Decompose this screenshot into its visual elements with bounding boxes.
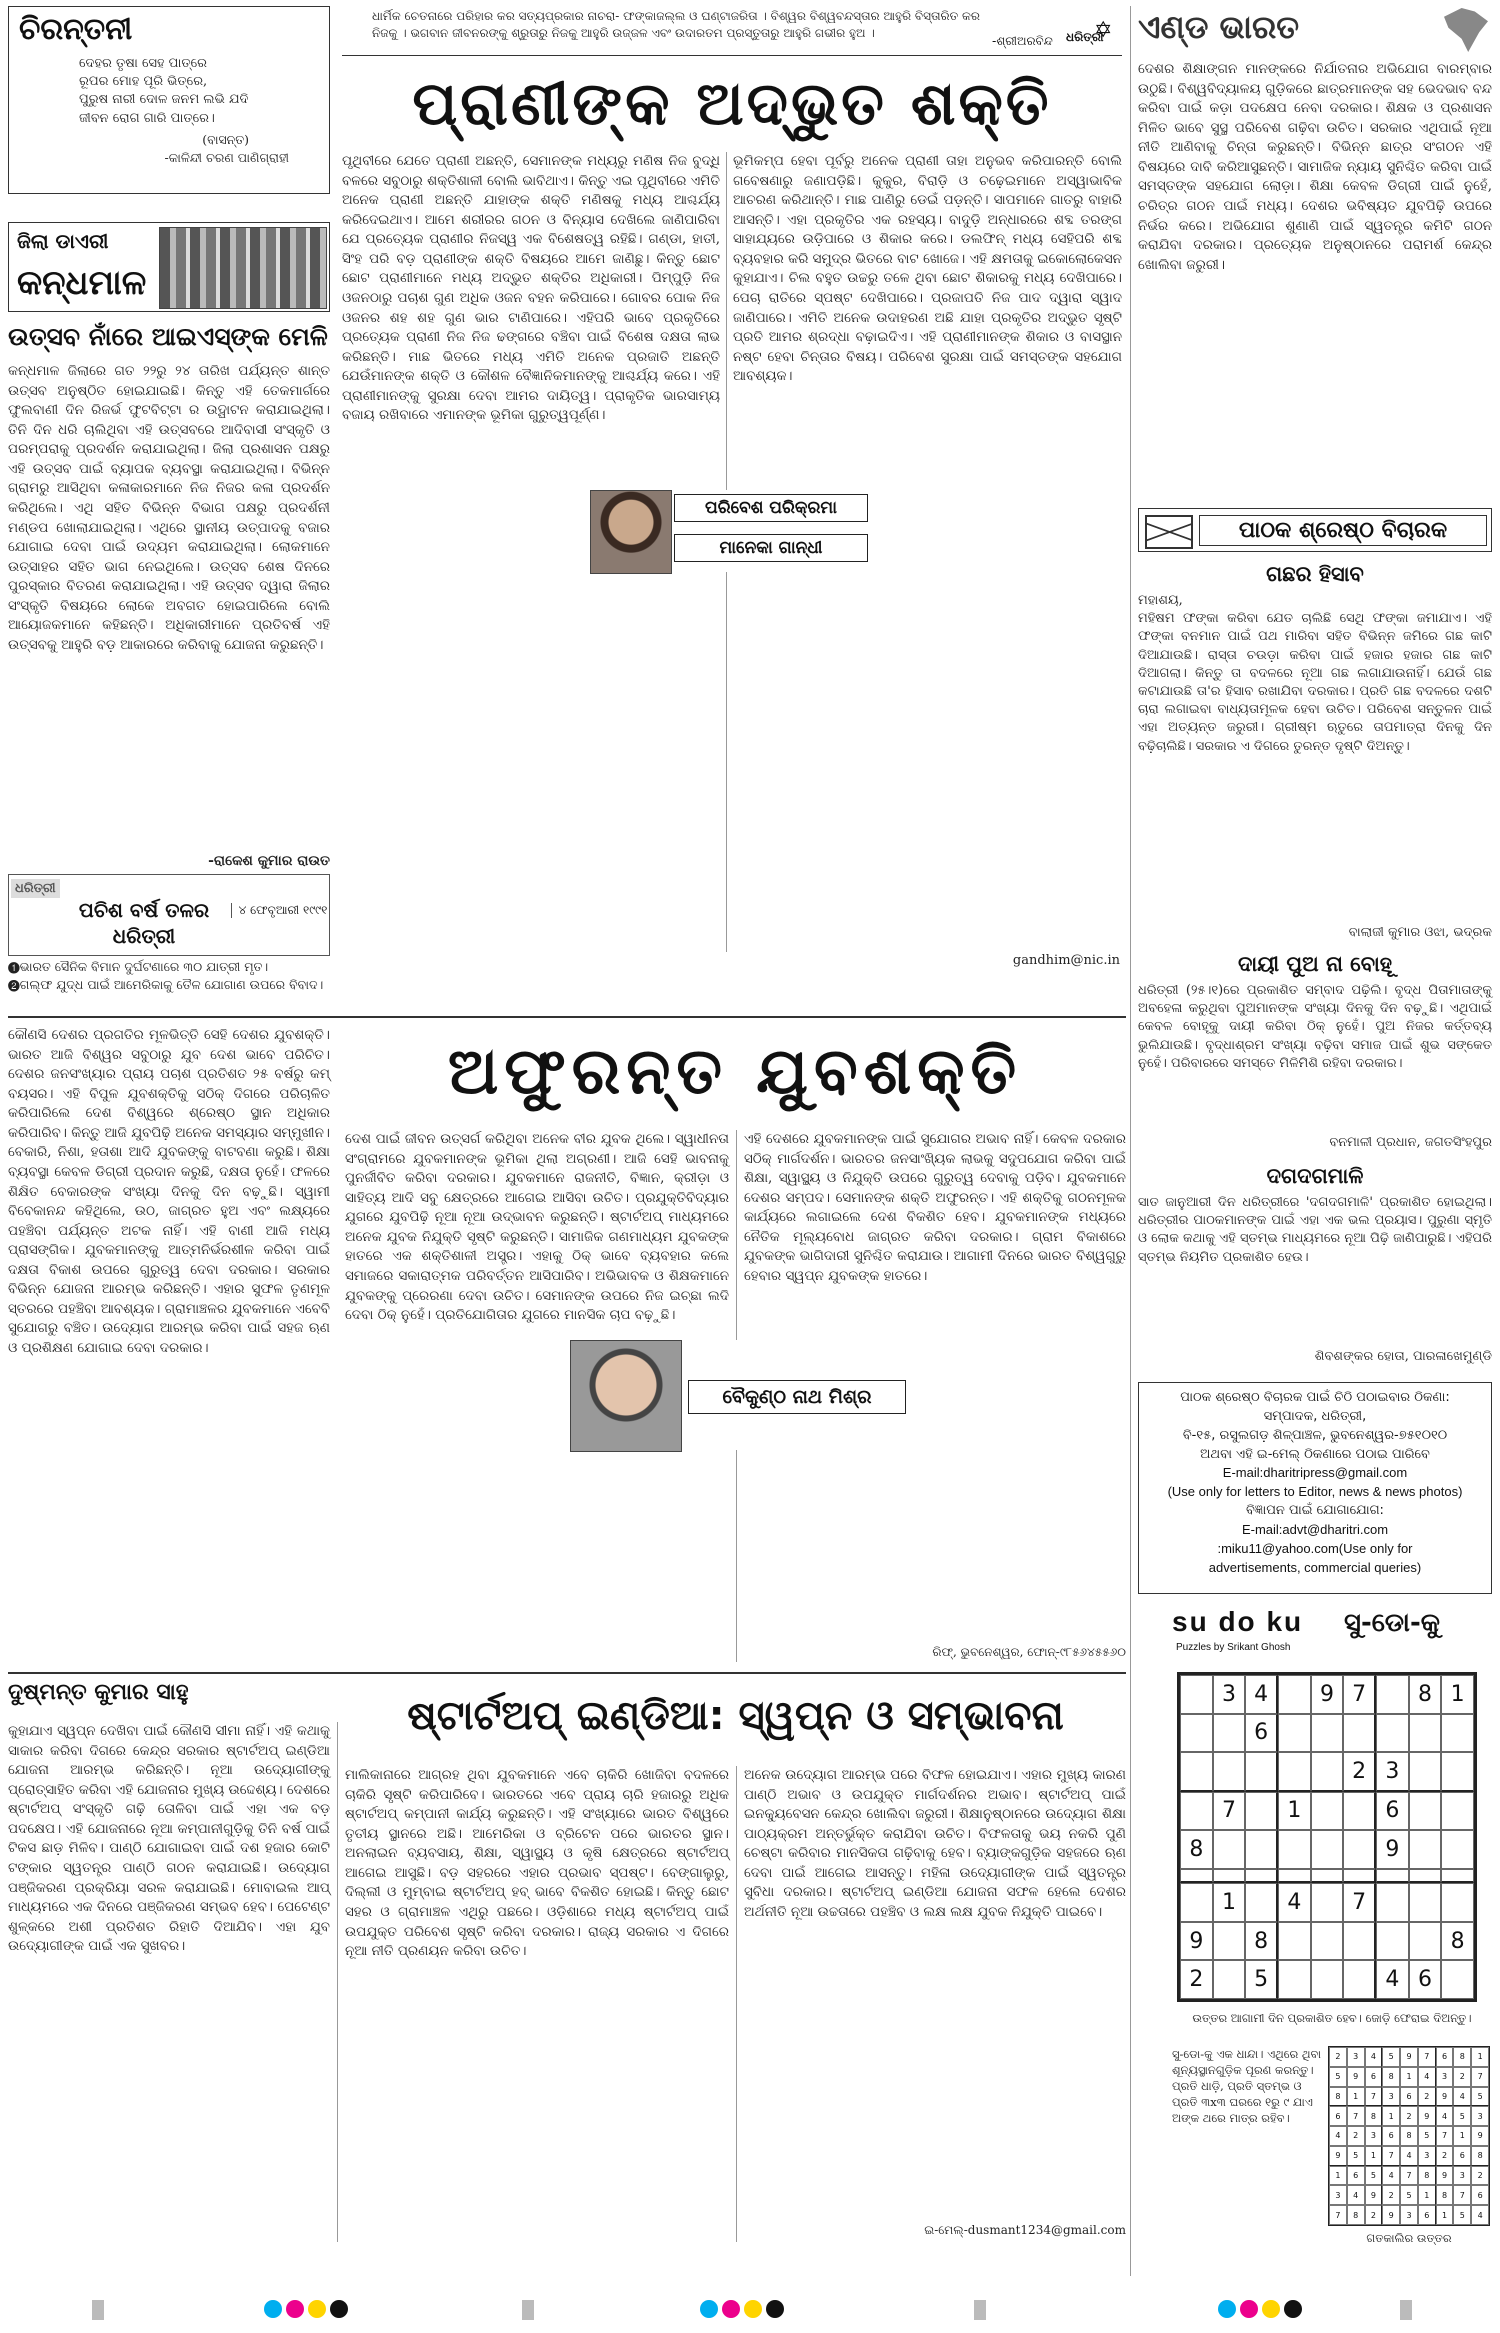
answer-cell: 3 [1471, 2106, 1489, 2126]
startup-col-rule-2 [736, 1766, 737, 2242]
reg-black [766, 2300, 784, 2318]
answer-cell: 7 [1347, 2106, 1365, 2126]
sudoku-cell[interactable]: 8 [1409, 1675, 1442, 1714]
sudoku-answer-grid [1328, 2046, 1490, 2226]
sudoku-cell[interactable] [1343, 1714, 1376, 1753]
youth-col1: କୌଣସି ଦେଶର ପ୍ରଗତିର ମୂଳଭିତ୍ତି ସେହି ଦେଶର ଯୁବଶକ୍ତି। ଭାରତ ଆଜି ବିଶ୍ୱର ସବୁଠାରୁ ଯୁବ ଦେଶ ଭାବେ ପରିଚିତ। ଦେଶର ଜନସଂଖ୍ୟାର ପ୍ରାୟ ପଚାଶ ପ୍ରତିଶତ ୨୫ ବର୍ଷରୁ କମ୍ ବୟସର। ଏହି ବିପୁଳ ଯୁବଶକ୍ତିକୁ ସଠିକ୍ ଦିଗରେ ପରିଚାଳିତ କରିପାରିଲେ ଦେଶ ବିଶ୍ୱରେ ଶ୍ରେଷ୍ଠ ସ୍ଥାନ ଅଧିକାର କରିପାରିବ। କିନ୍ତୁ ଆଜି ଯୁବପିଢ଼ି ଅନେକ ସମସ୍ୟାର ସମ୍ମୁଖୀନ। ବେକାରି, ନିଶା, ହତାଶା ଆଦି ଯୁବକଙ୍କୁ ବାଟବଣା କରୁଛି। ଶିକ୍ଷା ବ୍ୟବସ୍ଥା କେବଳ ଡିଗ୍ରୀ ପ୍ରଦାନ କରୁଛି, ଦକ୍ଷତା ନୁହେଁ। ଫଳରେ ଶିକ୍ଷିତ ବେକାରଙ୍କ ସଂଖ୍ୟା ଦିନକୁ ଦିନ ବଢ଼ୁଛି। ସ୍ୱାମୀ ବିବେକାନନ୍ଦ କହିଥିଲେ, ଉଠ, ଜାଗ୍ରତ ହୁଅ ଏବଂ ଲକ୍ଷ୍ୟରେ ପହଞ୍ଚିବା ପର୍ଯ୍ୟନ୍ତ ଅଟକ ନାହିଁ। ଏହି ବାଣୀ ଆଜି ମଧ୍ୟ ପ୍ରାସଙ୍ଗିକ। ଯୁବକମାନଙ୍କୁ ଆତ୍ମନିର୍ଭରଶୀଳ କରିବା ପାଇଁ ଦକ୍ଷତା ବିକାଶ ଉପରେ ଗୁରୁତ୍ୱ ଦେବା ଦରକାର। ସରକାର ବିଭିନ୍ନ ଯୋଜନା ଆରମ୍ଭ କରିଛନ୍ତି। ଏହାର ସୁଫଳ ତୃଣମୂଳ ସ୍ତରରେ ପହଞ୍ଚିବା ଆବଶ୍ୟକ। ଗ୍ରାମାଞ୍ଚଳର ଯୁବକମାନେ ଏବେବି ସୁଯୋଗରୁ ବଞ୍ଚିତ। ଉଦ୍ୟୋଗ ଆରମ୍ଭ କରିବା ପାଇଁ ସହଜ ଋଣ ଓ ପ୍ରଶିକ୍ଷଣ ଯୋଗାଇ ଦେବା ଦରକାର। [8, 1027, 335, 1356]
sudoku-cell[interactable] [1213, 1752, 1246, 1792]
festival-body: କନ୍ଧମାଳ ଜିଲାରେ ଗତ ୨୨ରୁ ୨୪ ତାରିଖ ପର୍ଯ୍ୟନ୍ତ ଶାନ୍ତ ଉତ୍ସବ ଅନୁଷ୍ଠିତ ହୋଇଯାଇଛି। କିନ୍ତୁ ଏହି ତେକମାର୍ଗରେ ଫୁଲବାଣୀ ଦିନ ରିଜର୍ଭ ଫୁଟବିଟ୍ଟା ର ଉଦ୍ଘାଟନ କରାଯାଇଥିଲା। ତିନି ଦିନ ଧରି ଚାଲିଥିବା ଏହି ଉତ୍ସବରେ ଆଦିବାସୀ ସଂସ୍କୃତି ଓ ପରମ୍ପରାକୁ ପ୍ରଦର୍ଶନ କରାଯାଇଥିଲା। ଜିଲା ପ୍ରଶାସନ ପକ୍ଷରୁ ଏହି ଉତ୍ସବ ପାଇଁ ବ୍ୟାପକ ବ୍ୟବସ୍ଥା କରାଯାଇଥିଲା। ବିଭିନ୍ନ ଗ୍ରାମରୁ ଆସିଥିବା କଳାକାରମାନେ ନିଜ ନିଜର କଳା ପ୍ରଦର୍ଶନ କରିଥିଲେ। ଏଥି ସହିତ ବିଭିନ୍ନ ବିଭାଗ ପକ୍ଷରୁ ପ୍ରଦର୍ଶନୀ ମଣ୍ଡପ ଖୋଲାଯାଇଥିଲା। ଏଥିରେ ସ୍ଥାନୀୟ ଉତ୍ପାଦକୁ ବଜାର ଯୋଗାଇ ଦେବା ପାଇଁ ଉଦ୍ୟମ କରାଯାଇଥିଲା। ଲୋକମାନେ ଉତ୍ସାହର ସହିତ ଭାଗ ନେଇଥିଲେ। ଉତ୍ସବ ଶେଷ ଦିନରେ ପୁରସ୍କାର ବିତରଣ କରାଯାଇଥିଲା। ଏହି ଉତ୍ସବ ଦ୍ୱାରା ଜିଲାର ସଂସ୍କୃତି ବିଷୟରେ ଲୋକେ ଅବଗତ ହୋଇପାରିଲେ ବୋଲି ଆୟୋଜକମାନେ କହିଛନ୍ତି। ଅଧିକାରୀମାନେ ପ୍ରତିବର୍ଷ ଏହି ଉତ୍ସବକୁ ଆହୁରି ବଡ଼ ଆକାରରେ କରିବାକୁ ଯୋଜନା କରୁଛନ୍ତି। [8, 363, 335, 653]
sudoku-cell[interactable]: 6 [1245, 1714, 1278, 1753]
sudoku-cell[interactable] [1441, 1960, 1474, 1999]
answer-cell: 4 [1382, 2166, 1400, 2186]
sudoku-cell[interactable] [1278, 1830, 1311, 1869]
reg-magenta [722, 2300, 740, 2318]
sudoku-cell[interactable]: 3 [1376, 1752, 1409, 1792]
sudoku-cell[interactable] [1180, 1869, 1213, 1884]
sudoku-cell[interactable] [1376, 1714, 1409, 1753]
answer-cell: 8 [1329, 2087, 1347, 2107]
column-label: ପରିବେଶ ପରିକ୍ରମା [674, 494, 868, 522]
sudoku-cell[interactable]: 8 [1245, 1922, 1278, 1961]
answer-cell: 1 [1453, 2126, 1471, 2146]
answer-cell: 9 [1329, 2146, 1347, 2166]
sudoku-cell[interactable] [1180, 1675, 1213, 1714]
baikuntha-photo [570, 1340, 682, 1452]
letter3-body: ସାତ ଜାନୁଆରୀ ଦିନ ଧରିତ୍ରୀରେ 'ଦଗଦଗମାଳି' ପ୍ରକାଶିତ ହୋଇଥିଲା। ଧରିତ୍ରୀର ପାଠକମାନଙ୍କ ପାଇଁ ଏହା ଏକ ଭଲ ପ୍ରୟାସ। ପୁରୁଣା ସ୍ମୃତି ଓ ଲୋକ କଥାକୁ ଏହି ସ୍ତମ୍ଭ ମାଧ୍ୟମରେ ନୂଆ ପିଢ଼ି ଜାଣିପାରୁଛି। ଏହିପରି ସ୍ତମ୍ଭ ନିୟମିତ ପ୍ରକାଶିତ ହେଉ। [1138, 1195, 1497, 1265]
answer-cell: 9 [1436, 2087, 1454, 2107]
sudoku-cell[interactable]: 8 [1441, 1922, 1474, 1961]
youth-col3: ଏହି ଦେଶରେ ଯୁବକମାନଙ୍କ ପାଇଁ ସୁଯୋଗର ଅଭାବ ନାହିଁ। କେବଳ ଦରକାର ସଠିକ୍ ମାର୍ଗଦର୍ଶନ। ଭାରତର ଜନସାଂଖ୍ୟିକ ଲାଭକୁ ସଦୁପଯୋଗ କରିବା ପାଇଁ ଶିକ୍ଷା, ସ୍ୱାସ୍ଥ୍ୟ ଓ ନିଯୁକ୍ତି ଉପରେ ଗୁରୁତ୍ୱ ଦେବାକୁ ପଡ଼ିବ। ଯୁବକମାନେ ଦେଶର ସମ୍ପଦ। ସେମାନଙ୍କ ଶକ୍ତି ଅଫୁରନ୍ତ। ଏହି ଶକ୍ତିକୁ ଗଠନମୂଳକ କାର୍ଯ୍ୟରେ ଲଗାଇଲେ ଦେଶ ବିକଶିତ ହେବ। ଯୁବକମାନଙ୍କ ମଧ୍ୟରେ ନୈତିକ ମୂଲ୍ୟବୋଧ ଜାଗ୍ରତ କରିବା ଦରକାର। ଗ୍ରାମ ବିକାଶରେ ଯୁବକଙ୍କ ଭାଗିଦାରୀ ସୁନିଶ୍ଚିତ କରାଯାଉ। ଆଗାମୀ ଦିନରେ ଭାରତ ବିଶ୍ୱଗୁରୁ ହେବାର ସ୍ୱପ୍ନ ଯୁବକଙ୍କ ହାତରେ। [744, 1131, 1131, 1284]
letter1-body: ମହାଶୟ, ମହିଷମ ଫଙ୍କା କରିବା ଯେତ ଚାଲିଛି ସେଥି ଫଙ୍କା ଜମାଯାଏ। ଏହି ଫଙ୍କା ବନମାନ ପାଇଁ ପଥ ମାରିବା ସହିତ ବିଭିନ୍ନ ଜମିରେ ଗଛ କାଟି ଦିଆଯାଉଛି। ରାସ୍ତା ଚଉଡ଼ା କରିବା ପାଇଁ ହଜାର ହଜାର ଗଛ କାଟି ଦିଆଗଲା। କିନ୍ତୁ ତା ବଦଳରେ ନୂଆ ଗଛ ଲଗାଯାଉନାହିଁ। ଯେଉଁ ଗଛ କଟାଯାଉଛି ତା'ର ହିସାବ ରଖାଯିବା ଦରକାର। ପ୍ରତି ଗଛ ବଦଳରେ ଦଶଟି ଚାରା ଲଗାଇବା ବାଧ୍ୟତାମୂଳକ ହେବା ଉଚିତ। ପରିବେଶ ସନ୍ତୁଳନ ପାଇଁ ଏହା ଅତ୍ୟନ୍ତ ଜରୁରୀ। ଗ୍ରୀଷ୍ମ ଋତୁରେ ତାପମାତ୍ରା ଦିନକୁ ଦିନ ବଢ଼ିଚାଲିଛି। ସରକାର ଏ ଦିଗରେ ତୁରନ୍ତ ଦୃଷ୍ଟି ଦିଅନ୍ତୁ। [1138, 593, 1492, 754]
star-icon: ✡ [1094, 18, 1113, 43]
reg-black [330, 2300, 348, 2318]
answer-cell: 6 [1418, 2205, 1436, 2225]
answer-cell: 5 [1453, 2106, 1471, 2126]
sudoku-header [1172, 1606, 1492, 1662]
sudoku-cell[interactable] [1409, 1883, 1442, 1922]
contact-editor: ସମ୍ପାଦକ, ଧରିତ୍ରୀ, [1263, 1408, 1367, 1424]
answer-cell: 3 [1400, 2205, 1418, 2225]
letter2-body: ଧରିତ୍ରୀ (୨୫।୧)ରେ ପ୍ରକାଶିତ ସମ୍ବାଦ ପଢ଼ିଲି। ବୃଦ୍ଧ ପିତାମାତାଙ୍କୁ ଅବହେଳା କରୁଥିବା ପୁଅମାନଙ୍କ ସଂଖ୍ୟା ଦିନକୁ ଦିନ ବଢ଼ୁଛି। ଏଥିପାଇଁ କେବଳ ବୋହୂକୁ ଦାୟୀ କରିବା ଠିକ୍ ନୁହେଁ। ପୁଅ ନିଜର କର୍ତ୍ତବ୍ୟ ଭୁଲିଯାଉଛି। ବୃଦ୍ଧାଶ୍ରମ ସଂଖ୍ୟା ବଢ଼ିବା ସମାଜ ପାଇଁ ଶୁଭ ସଙ୍କେତ ନୁହେଁ। ପରିବାରରେ ସମସ୍ତେ ମିଳିମିଶି ରହିବା ଦରକାର। [1138, 983, 1497, 1071]
answer-cell: 5 [1329, 2067, 1347, 2087]
chirantani-box [8, 6, 330, 194]
sudoku-cell[interactable] [1245, 1792, 1278, 1831]
sudoku-instructions: ସୁ-ଡୋ-କୁ ଏକ ଧାନ୍ଦା। ଏଥିରେ ଥିବା ଶୂନ୍ୟସ୍ଥାନଗୁଡ଼ିକ ପୂରଣ କରନ୍ତୁ। ପ୍ରତି ଧାଡ଼ି, ପ୍ରତି ସ୍ତମ୍ଭ ଓ ପ୍ରତି ୩x୩ ଘରରେ ୧ରୁ ୯ ଯାଏ ଅଙ୍କ ଥରେ ମାତ୍ର ରହିବ। [1172, 2047, 1325, 2126]
chirantani-title: ଚିରନ୍ତନୀ [19, 12, 133, 47]
answer-cell: 5 [1382, 2047, 1400, 2067]
answer-cell: 4 [1347, 2185, 1365, 2205]
diary-label: ଜିଲା ଡାଏରୀ [17, 229, 109, 253]
answer-cell: 3 [1382, 2087, 1400, 2107]
sudoku-cell[interactable] [1213, 1922, 1246, 1961]
answer-cell: 8 [1400, 2126, 1418, 2146]
reg-magenta [286, 2300, 304, 2318]
chirantani-poet: -କାଳିନ୍ଦୀ ଚରଣ ପାଣିଗ୍ରାହୀ [164, 149, 289, 165]
print-registration-strip [0, 2290, 1500, 2330]
answer-cell: 8 [1436, 2185, 1454, 2205]
right-column-rule [1130, 6, 1131, 2276]
grey-bar [1400, 2300, 1412, 2320]
reg-yellow [308, 2300, 326, 2318]
contact-intro: ପାଠକ ଶ୍ରେଷ୍ଠ ବିଚାରକ ପାଇଁ ଚିଠି ପଠାଇବାର ଠିକଣା: [1180, 1390, 1450, 1405]
quote-box [342, 6, 1122, 56]
answer-cell: 5 [1418, 2126, 1436, 2146]
contact-adv-label: ବିଜ୍ଞାପନ ପାଇଁ ଯୋଗାଯୋଗ: [1246, 1503, 1384, 1519]
answer-cell: 9 [1418, 2106, 1436, 2126]
contact-email-label: ଅଥବା ଏହି ଇ-ମେଲ୍ ଠିକଣାରେ ପଠାଇ ପାରିବେ [1200, 1446, 1430, 1462]
sudoku-cell[interactable]: 1 [1213, 1883, 1246, 1922]
sudoku-cell[interactable] [1180, 1752, 1213, 1792]
sudoku-cell[interactable] [1213, 1869, 1246, 1884]
sudoku-cell[interactable]: 5 [1245, 1960, 1278, 1999]
sudoku-cell[interactable] [1441, 1869, 1474, 1884]
sudoku-cell[interactable] [1278, 1869, 1311, 1884]
contact-email3-note: advertisements, commercial queries) [1208, 1559, 1422, 1575]
answer-cell: 1 [1329, 2166, 1347, 2186]
sudoku-cell[interactable] [1409, 1752, 1442, 1792]
answer-cell: 5 [1471, 2087, 1489, 2107]
sudoku-cell[interactable]: 9 [1180, 1922, 1213, 1961]
reg-magenta [1240, 2300, 1258, 2318]
answer-cell: 9 [1471, 2126, 1489, 2146]
sudoku-cell[interactable] [1180, 1792, 1213, 1831]
answer-cell: 6 [1400, 2087, 1418, 2107]
sudoku-cell[interactable] [1245, 1752, 1278, 1792]
answer-cell: 8 [1453, 2047, 1471, 2067]
startup-author: ଦୁଷ୍ମନ୍ତ କୁମାର ସାହୁ [8, 1680, 189, 1705]
reg-yellow [744, 2300, 762, 2318]
flashback-line-2: ➋ଗଲ୍‌ଫ ଯୁଦ୍ଧ ପାଇଁ ଆମେରିକାକୁ ତୈଳ ଯୋଗାଣ ଉପରେ ବିବାଦ। [8, 977, 324, 992]
pachisha-date: ୪ ଫେବୃଆରୀ ୧୯୯୧ [231, 903, 328, 918]
sudoku-cell[interactable] [1376, 1922, 1409, 1961]
answer-cell: 7 [1382, 2146, 1400, 2166]
sudoku-cell[interactable] [1180, 1883, 1213, 1922]
startup-col3: ଅନେକ ଉଦ୍ୟୋଗ ଆରମ୍ଭ ପରେ ବିଫଳ ହୋଇଯାଏ। ଏହାର ମୁଖ୍ୟ କାରଣ ପାଣ୍ଠି ଅଭାବ ଓ ଉପଯୁକ୍ତ ମାର୍ଗଦର୍ଶନର ଅଭାବ। ଷ୍ଟାର୍ଟଅପ୍ ପାଇଁ ଇନକ୍ୟୁବେସନ କେନ୍ଦ୍ର ଖୋଲିବା ଜରୁରୀ। ଶିକ୍ଷାନୁଷ୍ଠାନରେ ଉଦ୍ୟୋଗ ଶିକ୍ଷା ପାଠ୍ୟକ୍ରମ ଅନ୍ତର୍ଭୁକ୍ତ କରାଯିବା ଉଚିତ। ବିଫଳତାକୁ ଭୟ ନକରି ପୁଣି ଚେଷ୍ଟା କରିବାର ମାନସିକତା ଗଢ଼ିବାକୁ ହେବ। ବ୍ୟାଙ୍କଗୁଡ଼ିକ ସହଜରେ ଋଣ ଦେବା ପାଇଁ ଆଗେଇ ଆସନ୍ତୁ। ମହିଳା ଉଦ୍ୟୋଗୀଙ୍କ ପାଇଁ ସ୍ୱତନ୍ତ୍ର ସୁବିଧା ଦରକାର। ଷ୍ଟାର୍ଟଅପ୍ ଇଣ୍ଡିଆ ଯୋଜନା ସଫଳ ହେଲେ ଦେଶର ଅର୍ଥନୀତି ନୂଆ ଉଚ୍ଚତାରେ ପହଞ୍ଚିବ ଓ ଲକ୍ଷ ଲକ୍ଷ ଯୁବକ ନିଯୁକ୍ତି ପାଇବେ। [744, 1767, 1131, 1920]
grey-bar [92, 2300, 104, 2320]
contact-email1[interactable]: E-mail:dharitripress@gmail.com [1222, 1465, 1408, 1481]
fulbharat-masthead [1138, 6, 1492, 54]
sudoku-cell[interactable] [1278, 1675, 1311, 1714]
answer-cell: 4 [1365, 2047, 1383, 2067]
answer-cell: 3 [1453, 2166, 1471, 2186]
sudoku-cell[interactable]: 4 [1278, 1883, 1311, 1922]
pachisha-title: ପଚିଶ ବର୍ଷ ତଳର ଧରିତ୍ରୀ [78, 898, 210, 948]
answer-cell: 1 [1400, 2067, 1418, 2087]
startup-col-rule-1 [337, 1722, 338, 2242]
sudoku-cell[interactable] [1343, 1869, 1376, 1884]
sudoku-cell[interactable] [1311, 1960, 1344, 1999]
sudoku-cell[interactable] [1343, 1922, 1376, 1961]
sudoku-cell[interactable]: 1 [1278, 1792, 1311, 1831]
answer-cell: 3 [1365, 2126, 1383, 2146]
pachisha-logo: ଧରିତ୍ରୀ [11, 879, 60, 898]
answer-cell: 2 [1471, 2166, 1489, 2186]
letter3-sign: ଶିବଶଙ୍କର ହୋତା, ପାରଳାଖେମୁଣ୍ଡି [1314, 1349, 1492, 1364]
answer-cell: 4 [1453, 2087, 1471, 2107]
answer-cell: 5 [1453, 2205, 1471, 2225]
sudoku-grid[interactable] [1177, 1672, 1477, 2002]
sudoku-cell[interactable] [1311, 1714, 1344, 1753]
answer-cell: 4 [1329, 2126, 1347, 2146]
sudoku-bottom-text: ଉତ୍ତର ଆଗାମୀ ଦିନ ପ୍ରକାଶିତ ହେବ। ଜୋଡ଼ି ଫେରାଇ ଦିଅନ୍ତୁ। [1192, 2011, 1472, 2025]
answer-cell: 7 [1365, 2087, 1383, 2107]
sudoku-cell[interactable] [1311, 1752, 1344, 1792]
reg-black [1284, 2300, 1302, 2318]
festival-author: -ରାକେଶ କୁମାର ରାଉତ [208, 853, 330, 869]
answer-cell: 3 [1329, 2185, 1347, 2205]
answer-cell: 3 [1436, 2067, 1454, 2087]
youth-col2: ଦେଶ ପାଇଁ ଜୀବନ ଉତ୍ସର୍ଗ କରିଥିବା ଅନେକ ବୀର ଯୁବକ ଥିଲେ। ସ୍ୱାଧୀନତା ସଂଗ୍ରାମରେ ଯୁବକମାନଙ୍କ ଭୂମିକା ଥିଲା ଅଗ୍ରଣୀ। ଆଜି ସେହି ଭାବନାକୁ ପୁନର୍ଜୀବିତ କରିବା ଦରକାର। ଯୁବକମାନେ ରାଜନୀତି, ବିଜ୍ଞାନ, କ୍ରୀଡ଼ା ଓ ସାହିତ୍ୟ ଆଦି ସବୁ କ୍ଷେତ୍ରରେ ଆଗେଇ ଆସିବା ଉଚିତ। ପ୍ରଯୁକ୍ତିବିଦ୍ୟାର ଯୁଗରେ ଯୁବପିଢ଼ି ନୂଆ ନୂଆ ଉଦ୍ଭାବନ କରୁଛନ୍ତି। ଷ୍ଟାର୍ଟଅପ୍ ମାଧ୍ୟମରେ ଅନେକ ଯୁବକ ନିଯୁକ୍ତି ସୃଷ୍ଟି କରୁଛନ୍ତି। ସାମାଜିକ ଗଣମାଧ୍ୟମ ଯୁବକଙ୍କ ହାତରେ ଏକ ଶକ୍ତିଶାଳୀ ଅସ୍ତ୍ର। ଏହାକୁ ଠିକ୍ ଭାବେ ବ୍ୟବହାର କଲେ ସମାଜରେ ସକାରାତ୍ମକ ପରିବର୍ତ୍ତନ ଆସିପାରିବ। ଅଭିଭାବକ ଓ ଶିକ୍ଷକମାନେ ଯୁବକଙ୍କୁ ପ୍ରେରଣା ଦେବା ଉଚିତ। ସେମାନଙ୍କ ଉପରେ ନିଜ ଇଚ୍ଛା ଲଦି ଦେବା ଠିକ୍ ନୁହେଁ। ପ୍ରତିଯୋଗିତାର ଯୁଗରେ ମାନସିକ ଚାପ ବଢ଼ୁଛି। [345, 1131, 734, 1324]
startup-email[interactable]: ଇ-ମେଲ୍-dusmant1234@gmail.com [924, 2223, 1126, 2237]
grey-bar [974, 2300, 986, 2320]
answer-cell: 1 [1382, 2106, 1400, 2126]
sudoku-cell[interactable]: 7 [1343, 1675, 1376, 1714]
answer-cell: 8 [1347, 2205, 1365, 2225]
sudoku-cell[interactable] [1245, 1883, 1278, 1922]
answer-cell: 6 [1436, 2047, 1454, 2067]
chirantani-source: (ବାସନ୍ତ) [202, 132, 249, 147]
answer-cell: 1 [1347, 2087, 1365, 2107]
sudoku-cell[interactable] [1311, 1883, 1344, 1922]
menaka-byline: ମାନେକା ଗାନ୍ଧୀ [674, 534, 868, 562]
letter2-sign: ବନମାଳୀ ପ୍ରଧାନ, ଜଗତସିଂହପୁର [1329, 1135, 1492, 1150]
menaka-photo [590, 490, 672, 574]
sudoku-cell[interactable]: 8 [1180, 1830, 1213, 1869]
letter2-title: ଦାୟୀ ପୁଅ ନା ବୋହୂ [1237, 952, 1393, 976]
fulbharat-title: ଏଣ୍ଡ ଭାରତ [1138, 8, 1300, 46]
contact-address: ବି-୧୫, ରସୁଲଗଡ଼ ଶିଳ୍ପାଞ୍ଚଳ, ଭୁବନେଶ୍ୱର-୭୫୧୦୧୦ [1182, 1427, 1448, 1443]
answer-cell: 2 [1436, 2146, 1454, 2166]
letter3-title: ଦଗଦଗମାଳି [1266, 1164, 1364, 1188]
answer-cell: 6 [1329, 2106, 1347, 2126]
answer-cell: 1 [1436, 2205, 1454, 2225]
answer-cell: 7 [1329, 2205, 1347, 2225]
sudoku-cell[interactable] [1311, 1922, 1344, 1961]
sudoku-cell[interactable] [1343, 1960, 1376, 1999]
sudoku-cell[interactable] [1409, 1714, 1442, 1753]
answer-cell: 7 [1400, 2166, 1418, 2186]
dancers-photo [159, 227, 327, 309]
answer-cell: 6 [1382, 2126, 1400, 2146]
answer-cell: 1 [1471, 2047, 1489, 2067]
answer-cell: 5 [1365, 2166, 1383, 2186]
sudoku-cell[interactable] [1213, 1960, 1246, 1999]
answer-cell: 8 [1418, 2166, 1436, 2186]
fulbharat-body: ଦେଶର ଶିକ୍ଷାଙ୍ଗନ ମାନଙ୍କରେ ନିର୍ଯାତନାର ଅଭିଯୋଗ ବାରମ୍ବାର ଉଠୁଛି। ବିଶ୍ୱବିଦ୍ୟାଳୟ ଗୁଡ଼ିକରେ ଛାତ୍ରମାନଙ୍କ ସହ ଭେଦଭାବ ବନ୍ଦ କରିବା ପାଇଁ କଡ଼ା ପଦକ୍ଷେପ ନେବା ଦରକାର। ଶିକ୍ଷକ ଓ ପ୍ରଶାସନ ମିଳିତ ଭାବେ ସୁସ୍ଥ ପରିବେଶ ଗଢ଼ିବା ଉଚିତ। ସରକାର ଏଥିପାଇଁ ନୂଆ ନୀତି ଆଣିବାକୁ ଚିନ୍ତା କରୁଛନ୍ତି। ବିଭିନ୍ନ ଛାତ୍ର ସଂଗଠନ ଏହି ବିଷୟରେ ଦାବି କରିଆସୁଛନ୍ତି। ସାମାଜିକ ନ୍ୟାୟ ସୁନିଶ୍ଚିତ କରିବା ପାଇଁ ସମସ୍ତଙ୍କ ସହଯୋଗ ଲୋଡ଼ା। ଶିକ୍ଷା କେବଳ ଡିଗ୍ରୀ ପାଇଁ ନୁହେଁ, ଚରିତ୍ର ଗଠନ ପାଇଁ ମଧ୍ୟ। ଦେଶର ଭବିଷ୍ୟତ ଯୁବପିଢ଼ି ଉପରେ ନିର୍ଭର କରେ। ଅଭିଯୋଗ ଶୁଣାଣି ପାଇଁ ସ୍ୱତନ୍ତ୍ର କମିଟି ଗଠନ କରାଯିବା ଦରକାର। ପ୍ରତ୍ୟେକ ଅନୁଷ୍ଠାନରେ ପରାମର୍ଶ କେନ୍ଦ୍ର ଖୋଲିବା ଜରୁରୀ। [1138, 61, 1497, 273]
sudoku-cell[interactable]: 9 [1376, 1830, 1409, 1869]
answer-cell: 5 [1347, 2146, 1365, 2166]
grey-bar [522, 2300, 534, 2320]
answer-cell: 5 [1400, 2185, 1418, 2205]
sudoku-byline: Puzzles by Srikant Ghosh [1176, 1642, 1291, 1653]
quote-text: ଧାର୍ମିକ ଚେତନାରେ ପରିହାର କର ସତ୍ୟପ୍ରକାର ନାଚରା- ଫଙ୍କାଜଲ୍ଲ ଓ ଘଣ୍ଟାଜରିତା । ବିଶ୍ୱର ବିଶ୍ୱବନ୍ଦସ୍ତାର ଆହୁରି ବିସ୍ତାରିତ କର ନିଜକୁ । ଭଗବାନ ଜୀବନରଙ୍କୁ ଶ୍ରୁତାରୁ ନିଜକୁ ଆହୁରି ଉଜ୍ଜଳ ଏବଂ ଉଦାରତମ ପ୍ରସ୍ତୁତାରୁ ଆହୁରି ଗଭୀର ହୁଅ । [372, 9, 984, 40]
sudoku-cell[interactable] [1213, 1830, 1246, 1869]
answer-cell: 2 [1400, 2106, 1418, 2126]
district-diary-banner [8, 222, 330, 312]
section-rule-2 [8, 1672, 1126, 1674]
answer-cell: 7 [1436, 2126, 1454, 2146]
sudoku-cell[interactable]: 2 [1343, 1752, 1376, 1792]
sudoku-cell[interactable] [1376, 1675, 1409, 1714]
chirantani-poem: ଦେହର ତୃଷା ସେହ ପାତ୍ରେ ରୂପର ମୋହ ପୂରି ଭିତ୍ରେ, ପୁରୁଷ ନାରୀ ଦୋଳ ଜନମ ଲଭି ଯଦି ଜୀବନ ରୋଗ ଗାରି ପାତ୍ରେ। [79, 56, 249, 126]
answer-cell: 9 [1347, 2067, 1365, 2087]
answer-cell: 8 [1382, 2067, 1400, 2087]
quote-logo: ଧରିତ୍ରୀ [1066, 30, 1104, 44]
startup-col2: ମାଲିକାନାରେ ଆଗ୍ରହ ଥିବା ଯୁବକମାନେ ଏବେ ଚାକିରି ଖୋଜିବା ବଦଳରେ ଚାକିରି ସୃଷ୍ଟି କରିପାରିବେ। ଭାରତରେ ଏବେ ପ୍ରାୟ ଚାରି ହଜାରରୁ ଅଧିକ ଷ୍ଟାର୍ଟଅପ୍ କମ୍ପାନୀ କାର୍ଯ୍ୟ କରୁଛନ୍ତି। ଏହି ସଂଖ୍ୟାରେ ଭାରତ ବିଶ୍ୱରେ ତୃତୀୟ ସ୍ଥାନରେ ଅଛି। ଆମେରିକା ଓ ବ୍ରିଟେନ ପରେ ଭାରତର ସ୍ଥାନ। ଅନଲାଇନ ବ୍ୟବସାୟ, ଶିକ୍ଷା, ସ୍ୱାସ୍ଥ୍ୟ ଓ କୃଷି କ୍ଷେତ୍ରରେ ଷ୍ଟାର୍ଟଅପ୍ ଆଗେଇ ଆସୁଛି। ବଡ଼ ସହରରେ ଏହାର ପ୍ରଭାବ ସ୍ପଷ୍ଟ। ବେଙ୍ଗାଲୁରୁ, ଦିଲ୍ଲୀ ଓ ମୁମ୍ବାଇ ଷ୍ଟାର୍ଟଅପ୍ ହବ୍ ଭାବେ ବିକଶିତ ହୋଇଛି। କିନ୍ତୁ ଛୋଟ ସହର ଓ ଗ୍ରାମାଞ୍ଚଳ ଏଥିରୁ ପଛରେ। ଓଡ଼ିଶାରେ ମଧ୍ୟ ଷ୍ଟାର୍ଟଅପ୍ ପାଇଁ ଉପଯୁକ୍ତ ପରିବେଶ ସୃଷ୍ଟି କରିବା ଦରକାର। ରାଜ୍ୟ ସରକାର ଏ ଦିଗରେ ନୂଆ ନୀତି ପ୍ରଣୟନ କରିବା ଉଚିତ। [345, 1767, 734, 1960]
answer-cell: 6 [1471, 2185, 1489, 2205]
sudoku-cell[interactable] [1213, 1714, 1246, 1753]
sudoku-cell[interactable]: 2 [1180, 1960, 1213, 1999]
sudoku-cell[interactable]: 7 [1213, 1792, 1246, 1831]
sudoku-cell[interactable]: 1 [1441, 1675, 1474, 1714]
contact-box [1138, 1382, 1492, 1594]
letters-banner [1138, 508, 1492, 552]
sudoku-cell[interactable] [1278, 1960, 1311, 1999]
sudoku-cell[interactable] [1278, 1752, 1311, 1792]
answer-cell: 7 [1418, 2047, 1436, 2067]
answer-cell: 4 [1436, 2106, 1454, 2126]
animals-col1: ପୃଥିବୀରେ ଯେତେ ପ୍ରାଣୀ ଅଛନ୍ତି, ସେମାନଙ୍କ ମଧ୍ୟରୁ ମଣିଷ ନିଜ ବୁଦ୍ଧି ବଳରେ ସବୁଠାରୁ ଶକ୍ତିଶାଳୀ ବୋଲି ଭାବିଥାଏ। କିନ୍ତୁ ଏଇ ପୃଥିବୀରେ ଏମିତି ଅନେକ ପ୍ରାଣୀ ଅଛନ୍ତି ଯାହାଙ୍କ ଶକ୍ତି ମଣିଷକୁ ମଧ୍ୟ ଆଶ୍ଚର୍ଯ୍ୟ କରିଦେଇଥାଏ। ଆମେ ଶରୀରର ଗଠନ ଓ ବିନ୍ୟାସ ଦେଖିଲେ ଜାଣିପାରିବା ଯେ ପ୍ରତ୍ୟେକ ପ୍ରାଣୀର ନିଜସ୍ୱ ଏକ ବିଶେଷତ୍ୱ ରହିଛି। ଗଣ୍ଡା, ହାତୀ, ସିଂହ ପରି ବଡ଼ ପ୍ରାଣୀଙ୍କ ଶକ୍ତି ବିଷୟରେ ଆମେ ଜାଣିଛୁ। କିନ୍ତୁ ଛୋଟ ଛୋଟ ପ୍ରାଣୀମାନେ ମଧ୍ୟ ଅଦ୍ଭୁତ ଶକ୍ତିର ଅଧିକାରୀ। ପିମ୍ପୁଡ଼ି ନିଜ ଓଜନଠାରୁ ପଚାଶ ଗୁଣ ଅଧିକ ଓଜନ ବହନ କରିପାରେ। ଗୋବର ପୋକ ନିଜ ଓଜନର ଶହ ଶହ ଗୁଣ ଭାର ଟାଣିପାରେ। ଏହିପରି ଭାବେ ପ୍ରକୃତିରେ ପ୍ରତ୍ୟେକ ପ୍ରାଣୀ ନିଜ ନିଜ ଢଙ୍ଗରେ ବଞ୍ଚିବା ପାଇଁ ବିଶେଷ ଦକ୍ଷତା ଲାଭ କରିଛନ୍ତି। ମାଛ ଭିତରେ ମଧ୍ୟ ଏମିତି ଅନେକ ପ୍ରଜାତି ଅଛନ୍ତି ଯେଉଁମାନଙ୍କ ଶକ୍ତି ଓ କୌଶଳ ବୈଜ୍ଞାନିକମାନଙ୍କୁ ଆଶ୍ଚର୍ଯ୍ୟ କରେ। ଏହି ପ୍ରାଣୀମାନଙ୍କୁ ସୁରକ୍ଷା ଦେବା ଆମର ଦାୟିତ୍ୱ। ପ୍ରାକୃତିକ ଭାରସାମ୍ୟ ବଜାୟ ରଖିବାରେ ଏମାନଙ୍କ ଭୂମିକା ଗୁରୁତ୍ୱପୂର୍ଣ୍ଣ। [342, 153, 725, 424]
sudoku-cell[interactable] [1245, 1869, 1278, 1884]
answer-cell: 8 [1471, 2146, 1489, 2166]
sudoku-cell[interactable] [1180, 1714, 1213, 1753]
quote-author: -ଶ୍ରୀଅରବିନ୍ଦ [992, 34, 1053, 48]
answer-cell: 2 [1453, 2067, 1471, 2087]
sudoku-cell[interactable] [1441, 1792, 1474, 1831]
sudoku-cell[interactable] [1409, 1922, 1442, 1961]
contact-email3[interactable]: :miku11@yahoo.com(Use only for [1217, 1540, 1413, 1556]
sudoku-cell[interactable] [1441, 1830, 1474, 1869]
india-map-icon [1444, 8, 1488, 52]
menaka-byline-box [590, 490, 870, 572]
contact-email2[interactable]: E-mail:advt@dharitri.com [1241, 1521, 1389, 1537]
answer-cell: 9 [1382, 2205, 1400, 2225]
youth-headline: ଅଫୁରନ୍ତ ଯୁବଶକ୍ତି [447, 1035, 1023, 1109]
answer-cell: 4 [1471, 2205, 1489, 2225]
letter1-sign: ବାଲାଜୀ କୁମାର ଓଝା, ଭଦ୍ରକ [1348, 925, 1492, 940]
reg-cyan [264, 2300, 282, 2318]
answer-cell: 8 [1365, 2106, 1383, 2126]
festival-headline: ଉତ୍ସବ ନାଁରେ ଆଇଏସ୍‌ଙ୍କ ମେଳି [8, 322, 328, 351]
baikuntha-byline: ବୈକୁଣ୍ଠ ନାଥ ମିଶ୍ର [688, 1380, 906, 1414]
section-rule-1 [8, 1016, 1126, 1018]
sudoku-cell[interactable]: 6 [1376, 1792, 1409, 1831]
answer-cell: 6 [1453, 2146, 1471, 2166]
sudoku-cell[interactable]: 4 [1245, 1675, 1278, 1714]
sudoku-cell[interactable] [1441, 1752, 1474, 1792]
letter1-title: ଗଛର ହିସାବ [1266, 562, 1364, 586]
sudoku-cell[interactable] [1343, 1792, 1376, 1831]
answer-cell: 2 [1347, 2126, 1365, 2146]
reg-cyan [1218, 2300, 1236, 2318]
sudoku-cell[interactable]: 9 [1311, 1675, 1344, 1714]
animals-headline: ପ୍ରାଣୀଙ୍କ ଅଦ୍ଭୁତ ଶକ୍ତି [412, 69, 1052, 139]
sudoku-cell[interactable]: 4 [1376, 1960, 1409, 1999]
sudoku-answer-caption: ଗତକାଲିର ଉତ୍ତର [1366, 2231, 1452, 2245]
answer-cell: 9 [1400, 2047, 1418, 2067]
sudoku-cell[interactable] [1311, 1830, 1344, 1869]
sudoku-cell[interactable] [1441, 1883, 1474, 1922]
answer-cell: 2 [1329, 2047, 1347, 2067]
mail-icon [1145, 515, 1193, 549]
sudoku-cell[interactable] [1376, 1883, 1409, 1922]
answer-cell: 3 [1347, 2047, 1365, 2067]
startup-col1: କୁହାଯାଏ ସ୍ୱପ୍ନ ଦେଖିବା ପାଇଁ କୌଣସି ସୀମା ନାହିଁ। ଏହି କଥାକୁ ସାକାର କରିବା ଦିଗରେ କେନ୍ଦ୍ର ସରକାର ଷ୍ଟାର୍ଟଅପ୍ ଇଣ୍ଡିଆ ଯୋଜନା ଆରମ୍ଭ କରିଛନ୍ତି। ନୂଆ ଉଦ୍ୟୋଗୀଙ୍କୁ ପ୍ରୋତ୍ସାହିତ କରିବା ଏହି ଯୋଜନାର ମୁଖ୍ୟ ଉଦ୍ଦେଶ୍ୟ। ଦେଶରେ ଷ୍ଟାର୍ଟଅପ୍ ସଂସ୍କୃତି ଗଢ଼ି ତୋଳିବା ପାଇଁ ଏହା ଏକ ବଡ଼ ପଦକ୍ଷେପ। ଏହି ଯୋଜନାରେ ନୂଆ କମ୍ପାନୀଗୁଡ଼ିକୁ ତିନି ବର୍ଷ ପାଇଁ ଟିକସ ଛାଡ଼ ମିଳିବ। ପାଣ୍ଠି ଯୋଗାଇବା ପାଇଁ ଦଶ ହଜାର କୋଟି ଟଙ୍କାର ସ୍ୱତନ୍ତ୍ର ପାଣ୍ଠି ଗଠନ କରାଯାଇଛି। ଉଦ୍ୟୋଗ ପଞ୍ଜିକରଣ ପ୍ରକ୍ରିୟା ସରଳ କରାଯାଇଛି। ମୋବାଇଲ ଆପ୍ ମାଧ୍ୟମରେ ଏକ ଦିନରେ ପଞ୍ଜିକରଣ ସମ୍ଭବ ହେବ। ପେଟେଣ୍ଟ ଶୁଳ୍କରେ ଅଶୀ ପ୍ରତିଶତ ରିହାତି ଦିଆଯିବ। ଏହା ଯୁବ ଉଦ୍ୟୋଗୀଙ୍କ ପାଇଁ ଏକ ସୁଖବର। [8, 1723, 335, 1955]
sudoku-title: ସୁ-ଡୋ-କୁ [1344, 1608, 1440, 1638]
answer-cell: 4 [1400, 2146, 1418, 2166]
sudoku-cell[interactable] [1409, 1869, 1442, 1884]
sudoku-cell[interactable] [1245, 1830, 1278, 1869]
reg-yellow [1262, 2300, 1280, 2318]
letters-banner-text: ପାଠକ ଶ୍ରେଷ୍ଠ ବିଚାରକ [1199, 515, 1487, 546]
answer-cell: 2 [1382, 2185, 1400, 2205]
answer-cell: 6 [1365, 2067, 1383, 2087]
diary-district: କନ୍ଧମାଳ [17, 263, 147, 303]
answer-cell: 9 [1365, 2185, 1383, 2205]
sudoku-cell[interactable] [1278, 1714, 1311, 1753]
sudoku-cell[interactable] [1311, 1792, 1344, 1831]
animals-email[interactable]: gandhim@nic.in [1012, 953, 1120, 968]
flashback-line-1: ➊ଭାରତ ସୈନିକ ବିମାନ ଦୁର୍ଘଟଣାରେ ୩୦ ଯାତ୍ରୀ ମୃତ। [8, 959, 269, 974]
sudoku-cell[interactable] [1409, 1792, 1442, 1831]
answer-cell: 6 [1347, 2166, 1365, 2186]
pachisha-box [8, 874, 330, 956]
answer-cell: 4 [1418, 2067, 1436, 2087]
sudoku-cell[interactable]: 3 [1213, 1675, 1246, 1714]
sudoku-cell[interactable]: 6 [1409, 1960, 1442, 1999]
answer-cell: 1 [1418, 2185, 1436, 2205]
sudoku-cell[interactable] [1441, 1714, 1474, 1753]
answer-cell: 2 [1418, 2087, 1436, 2107]
sudoku-cell[interactable] [1376, 1869, 1409, 1884]
sudoku-cell[interactable]: 7 [1343, 1883, 1376, 1922]
answer-cell: 3 [1418, 2146, 1436, 2166]
sudoku-logo: su do ku [1172, 1606, 1304, 1637]
animals-col2: ଭୂମିକମ୍ପ ହେବା ପୂର୍ବରୁ ଅନେକ ପ୍ରାଣୀ ତାହା ଅନୁଭବ କରିପାରନ୍ତି ବୋଲି ଗବେଷଣାରୁ ଜଣାପଡ଼ିଛି। କୁକୁର, ବିରାଡ଼ି ଓ ଚଢ଼େଇମାନେ ଅସ୍ୱାଭାବିକ ଆଚରଣ କରିଥାନ୍ତି। ମାଛ ପାଣିରୁ ଡେଇଁ ପଡ଼ନ୍ତି। ସାପମାନେ ଗାତରୁ ବାହାରି ଆସନ୍ତି। ଏହା ପ୍ରକୃତିର ଏକ ରହସ୍ୟ। ବାଦୁଡ଼ି ଅନ୍ଧାରରେ ଶବ୍ଦ ତରଙ୍ଗ ସାହାଯ୍ୟରେ ଉଡ଼ିପାରେ ଓ ଶିକାର କରେ। ଡଲଫିନ୍ ମଧ୍ୟ ସେହିପରି ଶବ୍ଦ ବ୍ୟବହାର କରି ସମୁଦ୍ର ଭିତରେ ବାଟ ଖୋଜେ। ଏହି କ୍ଷମତାକୁ ଇକୋଲୋକେସନ କୁହାଯାଏ। ଚିଲ ବହୁତ ଉଚ୍ଚରୁ ତଳେ ଥିବା ଛୋଟ ଶିକାରକୁ ମଧ୍ୟ ଦେଖିପାରେ। ପେଚା ରାତିରେ ସ୍ପଷ୍ଟ ଦେଖିପାରେ। ପ୍ରଜାପତି ନିଜ ପାଦ ଦ୍ୱାରା ସ୍ୱାଦ ଜାଣିପାରେ। ଏମିତି ଅନେକ ଉଦାହରଣ ଅଛି ଯାହା ପ୍ରକୃତିର ଅଦ୍ଭୁତ ସୃଷ୍ଟି ପ୍ରତି ଆମର ଶ୍ରଦ୍ଧା ବଢ଼ାଇଦିଏ। ଏହି ପ୍ରାଣୀମାନଙ୍କ ଶିକାର ଓ ବାସସ୍ଥାନ ନଷ୍ଟ ହେବା ଚିନ୍ତାର ବିଷୟ। ପରିବେଶ ସୁରକ୍ଷା ପାଇଁ ସମସ୍ତଙ୍କ ସହଯୋଗ ଆବଶ୍ୟକ। [733, 153, 1127, 385]
sudoku-cell[interactable] [1343, 1830, 1376, 1869]
youth-sign: ରିଫ୍‌, ଭୁବନେଶ୍ୱର, ଫୋନ୍-୯୮୫୬୪୫୫୬୦ [932, 1645, 1126, 1659]
reg-cyan [700, 2300, 718, 2318]
baikuntha-byline-box [570, 1340, 910, 1450]
sudoku-cell[interactable] [1311, 1869, 1344, 1884]
sudoku-cell[interactable] [1278, 1922, 1311, 1961]
answer-cell: 7 [1471, 2067, 1489, 2087]
contact-email1-note: (Use only for letters to Editor, news & news photos) [1167, 1484, 1463, 1500]
sudoku-cell[interactable] [1409, 1830, 1442, 1869]
answer-cell: 1 [1365, 2146, 1383, 2166]
startup-headline: ଷ୍ଟାର୍ଟଅପ୍ ଇଣ୍ଡିଆ: ସ୍ୱପ୍ନ ଓ ସମ୍ଭାବନା [407, 1693, 1064, 1739]
answer-cell: 9 [1436, 2166, 1454, 2186]
answer-cell: 2 [1365, 2205, 1383, 2225]
answer-cell: 7 [1453, 2185, 1471, 2205]
